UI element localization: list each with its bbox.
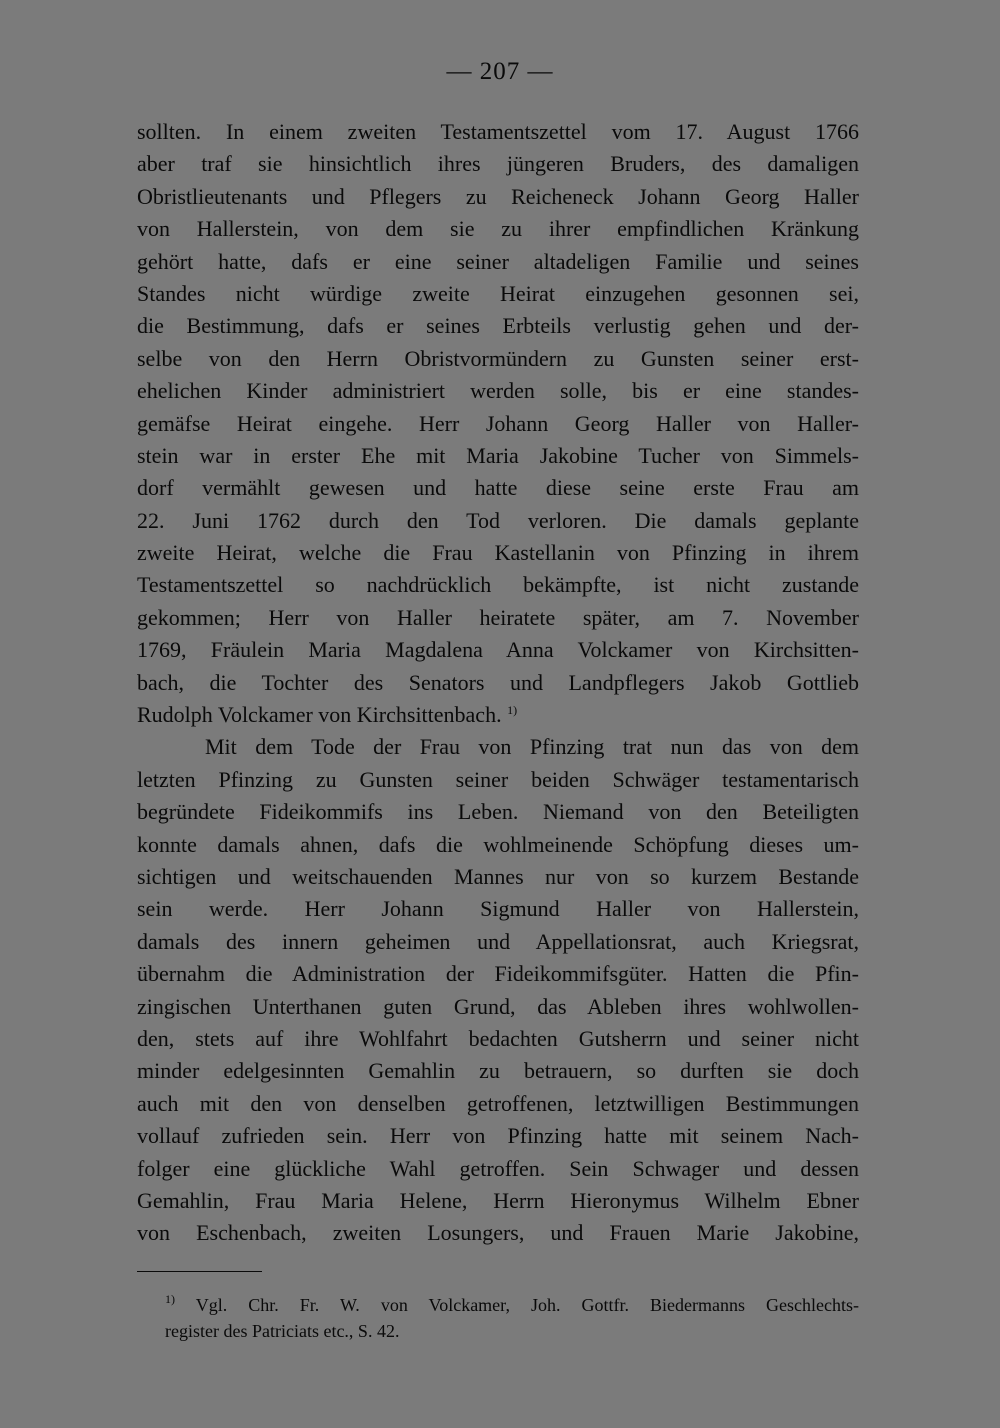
text-line: von Hallerstein, von dem sie zu ihrer empfindlichen Kränkung — [137, 216, 859, 242]
text-line: dorf vermählt gewesen und hatte diese seine erste Frau am — [137, 475, 859, 501]
footnote-marker: 1) — [165, 1292, 175, 1306]
footnote-reference[interactable]: 1) — [507, 703, 518, 718]
footnote-line — [137, 1292, 859, 1318]
text-line: übernahm die Administration der Fideikommifsgüter. Hatten die Pfin- — [137, 961, 859, 987]
footnote-line: register des Patriciats etc., S. 42. — [165, 1321, 400, 1341]
page-number: — 207 — — [446, 58, 554, 85]
text-line: minder edelgesinnten Gemahlin zu betrauern, so durften sie doch — [137, 1058, 859, 1084]
text-line: zingischen Unterthanen guten Grund, das Ableben ihres wohlwollen- — [137, 993, 859, 1019]
text-line: Gemahlin, Frau Maria Helene, Herrn Hieronymus Wilhelm Ebner — [137, 1187, 859, 1213]
text-line: gehört hatte, dafs er eine seiner altadeligen Familie und seines — [137, 248, 859, 274]
footnote-divider — [137, 1271, 262, 1272]
text-line: letzten Pfinzing zu Gunsten seiner beiden Schwäger testamentarisch — [137, 766, 859, 792]
text-line: sichtigen und weitschauenden Mannes nur von so kurzem Bestande — [137, 863, 859, 889]
paragraph-start-line: Mit dem Tode der Frau von Pfinzing trat nun das von dem — [205, 734, 859, 760]
text-line-content: Rudolph Volckamer von Kirchsittenbach. — [137, 702, 502, 728]
text-line: Standes nicht würdige zweite Heirat einzugehen gesonnen sei, — [137, 280, 859, 306]
text-line: den, stets auf ihre Wohlfahrt bedachten Gutsherrn und seiner nicht — [137, 1025, 859, 1051]
text-line: auch mit den von denselben getroffenen, letztwilligen Bestimmungen — [137, 1090, 859, 1116]
text-line: ehelichen Kinder administriert werden solle, bis er eine standes- — [137, 378, 859, 404]
text-line: Obristlieutenants und Pflegers zu Reicheneck Johann Georg Haller — [137, 183, 859, 209]
text-line: bach, die Tochter des Senators und Landpflegers Jakob Gottlieb — [137, 669, 859, 695]
footnote-text: Vgl. Chr. Fr. W. von Volckamer, Joh. Gottfr. Biedermanns Geschlechts- — [195, 1295, 859, 1315]
text-line: aber traf sie hinsichtlich ihres jüngeren Bruders, des damaligen — [137, 151, 859, 177]
text-line: die Bestimmung, dafs er seines Erbteils verlustig gehen und der- — [137, 313, 859, 339]
text-line: begründete Fideikommifs ins Leben. Niemand von den Beteiligten — [137, 799, 859, 825]
text-line: vollauf zufrieden sein. Herr von Pfinzing hatte mit seinem Nach- — [137, 1123, 859, 1149]
text-line: gemäfse Heirat eingehe. Herr Johann Georg Haller von Haller- — [137, 410, 859, 436]
main-text — [137, 116, 859, 1250]
text-line: selbe von den Herrn Obristvormündern zu Gunsten seiner erst- — [137, 345, 859, 371]
text-line: Testamentszettel so nachdrücklich bekämpfte, ist nicht zustande — [137, 572, 859, 598]
text-line: 22. Juni 1762 durch den Tod verloren. Die damals geplante — [137, 507, 859, 533]
footnote — [137, 1292, 859, 1344]
text-line-with-footnote-ref — [137, 699, 859, 731]
text-line: gekommen; Herr von Haller heiratete später, am 7. November — [137, 604, 859, 630]
text-line: zweite Heirat, welche die Frau Kastellanin von Pfinzing in ihrem — [137, 540, 859, 566]
text-line: von Eschenbach, zweiten Losungers, und Frauen Marie Jakobine, — [137, 1220, 859, 1246]
text-line: 1769, Fräulein Maria Magdalena Anna Volckamer von Kirchsitten- — [137, 637, 859, 663]
text-line: sollten. In einem zweiten Testamentszettel vom 17. August 1766 — [137, 119, 859, 144]
text-line: folger eine glückliche Wahl getroffen. Sein Schwager und dessen — [137, 1155, 859, 1181]
text-line: sein werde. Herr Johann Sigmund Haller von Hallerstein, — [137, 896, 859, 922]
text-line: damals des innern geheimen und Appellationsrat, auch Kriegsrat, — [137, 928, 859, 954]
text-line: stein war in erster Ehe mit Maria Jakobine Tucher von Simmels- — [137, 442, 859, 468]
text-line: konnte damals ahnen, dafs die wohlmeinende Schöpfung dieses um- — [137, 831, 859, 857]
